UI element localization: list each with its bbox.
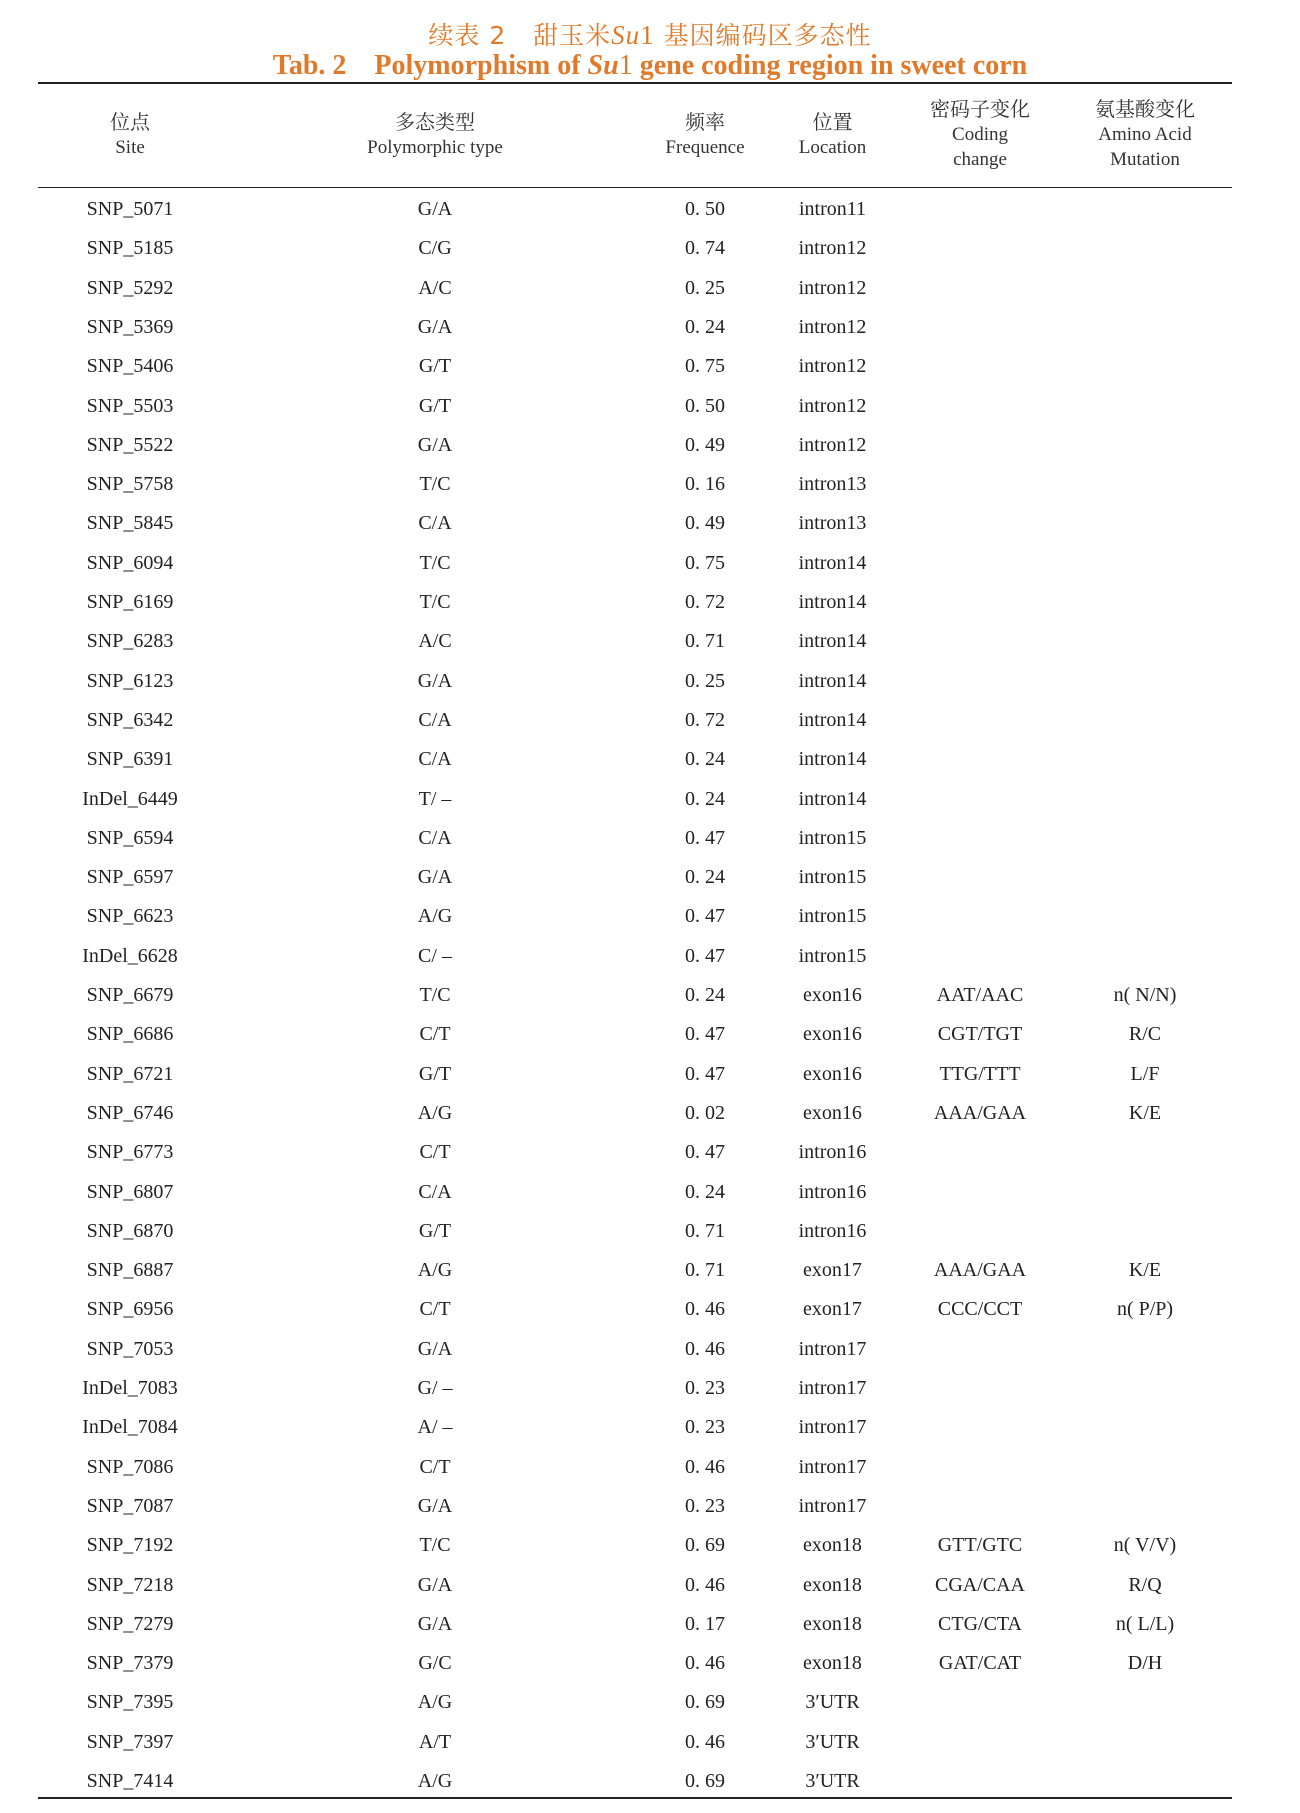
cell-frequence: 0. 46 [685,1455,725,1478]
cell-amino-acid-mutation [1065,229,1225,268]
cell-amino-acid-mutation [1065,1762,1225,1801]
table-row [0,308,1300,347]
table-row [0,583,1300,622]
table-row [0,229,1300,268]
cell-site: SNP_7087 [86,1494,174,1517]
cell-polymorphic-type: C/A [418,748,452,771]
cell-amino-acid-mutation [1065,504,1225,543]
cell-polymorphic-type: A/T [418,1730,452,1753]
table-row [0,662,1300,701]
cell-site: SNP_6597 [86,866,174,889]
cell-site: SNP_7053 [86,1337,174,1360]
cell-polymorphic-type: T/C [419,551,451,574]
table-row [0,1290,1300,1329]
cell-amino-acid-mutation [1065,1683,1225,1722]
cell-frequence: 0. 23 [685,1416,725,1439]
cell-location: intron14 [798,748,867,771]
cell-frequence: 0. 24 [685,866,725,889]
cell-location: 3′UTR [805,1770,860,1792]
cell-polymorphic-type: C/T [419,1298,451,1321]
table-row [0,1369,1300,1408]
table-row [0,1015,1300,1054]
cell-location: intron14 [798,591,867,613]
cell-polymorphic-type: C/A [418,512,452,535]
cell-polymorphic-type: T/C [419,591,451,613]
cell-amino-acid-mutation [1065,544,1225,583]
table-row [0,819,1300,858]
cell-frequence: 0. 71 [685,630,725,653]
cell-site: SNP_6721 [86,1062,174,1085]
cell-amino-acid-mutation [1065,583,1225,622]
table-row [0,1762,1300,1801]
cell-coding-change [905,740,1055,779]
cell-frequence: 0. 47 [685,905,725,928]
cell-coding-change [905,1212,1055,1251]
cell-site: InDel_6628 [82,944,178,967]
table-row [0,701,1300,740]
cell-site: SNP_7414 [86,1770,174,1792]
cell-site: SNP_5503 [86,394,174,417]
cell-site: SNP_5369 [86,315,174,338]
cell-polymorphic-type: G/A [417,669,453,692]
cell-polymorphic-type: C/A [418,826,452,849]
cell-coding-change [905,780,1055,819]
cell-coding-change [905,1683,1055,1722]
cell-coding-change [905,583,1055,622]
cell-frequence: 0. 47 [685,1141,725,1164]
table-row [0,1683,1300,1722]
cell-coding-change [905,1369,1055,1408]
cell-site: SNP_7086 [86,1455,174,1478]
cell-frequence: 0. 17 [685,1612,725,1635]
cell-site: SNP_5071 [86,198,174,220]
cell-coding-change [905,426,1055,465]
cell-location: intron16 [798,1180,867,1203]
cell-location: exon17 [803,1259,862,1282]
cell-polymorphic-type: C/ – [418,944,452,967]
cell-polymorphic-type: G/A [417,315,453,338]
header-frequence: 频率 Frequence [665,109,745,158]
cell-location: intron12 [798,433,867,456]
cell-coding-change [905,819,1055,858]
table-row [0,1605,1300,1644]
cell-amino-acid-mutation: n( N/N) [1113,984,1177,1006]
cell-amino-acid-mutation [1065,1330,1225,1369]
cell-polymorphic-type: A/ – [417,1416,453,1439]
cell-frequence: 0. 47 [685,944,725,967]
cell-frequence: 0. 74 [685,237,725,260]
cell-amino-acid-mutation: L/F [1130,1062,1160,1085]
cell-location: exon18 [803,1534,862,1557]
cell-polymorphic-type: C/T [419,1023,451,1046]
cell-site: SNP_6807 [86,1180,174,1203]
header-location: 位置 Location [798,109,867,158]
table-row [0,190,1300,229]
table-title-zh: 续表 2 甜玉米Su1 基因编码区多态性 [428,20,872,50]
cell-amino-acid-mutation: R/Q [1128,1573,1162,1596]
header-amino-acid-mutation: 氨基酸变化 Amino Acid Mutation [1095,97,1195,170]
cell-coding-change: GTT/GTC [937,1534,1023,1557]
cell-amino-acid-mutation [1065,1408,1225,1447]
cell-site: SNP_7379 [86,1652,174,1675]
cell-location: intron14 [798,630,867,653]
cell-coding-change [905,504,1055,543]
table-row [0,1448,1300,1487]
cell-coding-change [905,465,1055,504]
cell-site: SNP_7218 [86,1573,174,1596]
table-row [0,622,1300,661]
cell-site: SNP_5758 [86,473,174,496]
cell-site: SNP_5406 [86,355,174,378]
cell-amino-acid-mutation: R/C [1128,1023,1162,1046]
cell-frequence: 0. 50 [685,198,725,220]
cell-frequence: 0. 47 [685,1062,725,1085]
cell-frequence: 0. 46 [685,1573,725,1596]
table-row [0,504,1300,543]
cell-location: intron17 [798,1455,867,1478]
cell-coding-change [905,1762,1055,1801]
cell-frequence: 0. 24 [685,1180,725,1203]
cell-site: SNP_6773 [86,1141,174,1164]
cell-location: intron14 [798,551,867,574]
cell-site: SNP_6342 [86,708,174,731]
cell-site: SNP_6887 [86,1259,174,1282]
cell-location: intron14 [798,787,867,810]
cell-polymorphic-type: A/G [417,1770,453,1792]
cell-polymorphic-type: A/G [417,1691,453,1714]
cell-site: SNP_7192 [86,1534,174,1557]
cell-polymorphic-type: C/T [419,1141,451,1164]
cell-location: exon17 [803,1298,862,1321]
cell-amino-acid-mutation [1065,190,1225,229]
cell-coding-change [905,308,1055,347]
cell-polymorphic-type: T/C [419,984,451,1006]
cell-amino-acid-mutation [1065,347,1225,386]
cell-coding-change [905,544,1055,583]
cell-frequence: 0. 69 [685,1534,725,1557]
cell-polymorphic-type: G/ – [417,1377,453,1399]
cell-site: SNP_5185 [86,237,174,260]
cell-amino-acid-mutation [1065,1723,1225,1762]
table-row [0,1094,1300,1133]
cell-location: exon18 [803,1612,862,1635]
cell-frequence: 0. 47 [685,1023,725,1046]
cell-amino-acid-mutation [1065,897,1225,936]
cell-coding-change [905,1448,1055,1487]
cell-location: intron11 [798,198,867,220]
cell-polymorphic-type: A/C [418,276,452,299]
cell-polymorphic-type: G/T [418,1062,452,1085]
cell-location: 3′UTR [805,1730,860,1753]
cell-frequence: 0. 02 [685,1101,725,1124]
table-row [0,544,1300,583]
table-row [0,1173,1300,1212]
cell-location: intron12 [798,315,867,338]
cell-frequence: 0. 24 [685,748,725,771]
cell-site: SNP_6594 [86,826,174,849]
cell-polymorphic-type: G/A [417,1573,453,1596]
cell-polymorphic-type: G/T [418,355,452,378]
cell-amino-acid-mutation [1065,701,1225,740]
table-row [0,1408,1300,1447]
cell-coding-change [905,387,1055,426]
cell-site: SNP_6123 [86,669,174,692]
cell-coding-change: CCC/CCT [937,1298,1023,1321]
table-row [0,347,1300,386]
cell-location: intron17 [798,1337,867,1360]
cell-location: exon18 [803,1652,862,1675]
table-row [0,1487,1300,1526]
cell-frequence: 0. 71 [685,1219,725,1242]
cell-location: intron13 [798,512,867,535]
cell-location: intron16 [798,1219,867,1242]
cell-site: SNP_6169 [86,591,174,613]
cell-amino-acid-mutation [1065,858,1225,897]
cell-coding-change [905,269,1055,308]
cell-polymorphic-type: G/T [418,1219,452,1242]
cell-polymorphic-type: G/T [418,394,452,417]
table-row [0,1212,1300,1251]
cell-coding-change [905,1408,1055,1447]
cell-amino-acid-mutation [1065,308,1225,347]
cell-polymorphic-type: C/T [419,1455,451,1478]
cell-amino-acid-mutation [1065,426,1225,465]
cell-polymorphic-type: T/C [419,1534,451,1557]
cell-site: SNP_7397 [86,1730,174,1753]
table-header-rule [38,187,1232,188]
cell-coding-change [905,1173,1055,1212]
cell-location: intron15 [798,905,867,928]
cell-frequence: 0. 49 [685,512,725,535]
cell-frequence: 0. 47 [685,826,725,849]
table-row [0,1055,1300,1094]
cell-site: SNP_6746 [86,1101,174,1124]
cell-amino-acid-mutation [1065,1212,1225,1251]
header-polymorphic-type: 多态类型 Polymorphic type [367,109,503,158]
cell-frequence: 0. 75 [685,551,725,574]
cell-location: exon16 [803,984,862,1006]
cell-amino-acid-mutation: K/E [1128,1259,1162,1282]
cell-location: exon16 [803,1101,862,1124]
cell-amino-acid-mutation [1065,819,1225,858]
cell-location: intron12 [798,276,867,299]
cell-coding-change: CTG/CTA [938,1612,1022,1635]
cell-amino-acid-mutation: D/H [1127,1652,1163,1675]
cell-amino-acid-mutation [1065,1448,1225,1487]
table-row [0,976,1300,1015]
table-row [0,740,1300,779]
cell-frequence: 0. 25 [685,669,725,692]
table-row [0,1723,1300,1762]
cell-amino-acid-mutation [1065,465,1225,504]
cell-amino-acid-mutation [1065,269,1225,308]
cell-frequence: 0. 46 [685,1298,725,1321]
cell-amino-acid-mutation: K/E [1128,1101,1162,1124]
table-row [0,1330,1300,1369]
cell-polymorphic-type: C/G [418,237,452,260]
table-row [0,858,1300,897]
cell-frequence: 0. 23 [685,1377,725,1399]
cell-location: intron12 [798,355,867,378]
table-row [0,780,1300,819]
cell-coding-change: AAT/AAC [936,984,1024,1006]
cell-coding-change: AAA/GAA [933,1259,1027,1282]
cell-coding-change [905,1133,1055,1172]
table-row [0,897,1300,936]
cell-amino-acid-mutation [1065,662,1225,701]
cell-site: SNP_6391 [86,748,174,771]
cell-coding-change [905,897,1055,936]
cell-frequence: 0. 23 [685,1494,725,1517]
cell-site: SNP_5292 [86,276,174,299]
cell-frequence: 0. 46 [685,1652,725,1675]
cell-frequence: 0. 24 [685,787,725,810]
cell-polymorphic-type: T/ – [418,787,452,810]
cell-site: SNP_6956 [86,1298,174,1321]
cell-polymorphic-type: A/C [418,630,452,653]
table-row [0,1133,1300,1172]
cell-coding-change: CGT/TGT [937,1023,1023,1046]
cell-coding-change: GAT/CAT [938,1652,1022,1675]
cell-location: exon16 [803,1062,862,1085]
cell-coding-change [905,347,1055,386]
cell-frequence: 0. 49 [685,433,725,456]
cell-coding-change [905,1330,1055,1369]
cell-polymorphic-type: G/A [417,1337,453,1360]
cell-site: SNP_7279 [86,1612,174,1635]
table-row [0,1526,1300,1565]
cell-amino-acid-mutation [1065,1173,1225,1212]
cell-frequence: 0. 72 [685,591,725,613]
cell-coding-change [905,858,1055,897]
cell-coding-change: CGA/CAA [934,1573,1025,1596]
cell-coding-change [905,701,1055,740]
cell-coding-change [905,190,1055,229]
cell-coding-change [905,1723,1055,1762]
cell-polymorphic-type: A/G [417,1259,453,1282]
cell-amino-acid-mutation [1065,937,1225,976]
cell-frequence: 0. 46 [685,1337,725,1360]
cell-amino-acid-mutation: n( L/L) [1115,1612,1175,1635]
cell-location: 3′UTR [805,1691,860,1714]
cell-polymorphic-type: G/A [417,433,453,456]
cell-polymorphic-type: G/A [417,866,453,889]
cell-amino-acid-mutation [1065,740,1225,779]
table-row [0,269,1300,308]
cell-site: InDel_6449 [82,787,178,810]
cell-site: SNP_6870 [86,1219,174,1242]
cell-coding-change [905,1487,1055,1526]
table-row [0,465,1300,504]
cell-frequence: 0. 75 [685,355,725,378]
cell-location: intron17 [798,1494,867,1517]
cell-frequence: 0. 50 [685,394,725,417]
table-row [0,387,1300,426]
cell-site: InDel_7083 [82,1377,178,1399]
cell-location: intron14 [798,669,867,692]
cell-location: intron16 [798,1141,867,1164]
cell-amino-acid-mutation [1065,622,1225,661]
cell-location: intron12 [798,237,867,260]
cell-polymorphic-type: G/C [418,1652,452,1675]
cell-coding-change [905,622,1055,661]
table-row [0,937,1300,976]
cell-polymorphic-type: G/A [417,1494,453,1517]
cell-location: intron15 [798,866,867,889]
table-bottom-rule [38,1797,1232,1799]
cell-location: intron13 [798,473,867,496]
table-row [0,1566,1300,1605]
cell-amino-acid-mutation: n( P/P) [1116,1298,1174,1321]
table-title-en: Tab. 2 Polymorphism of Su1 gene coding region in sweet corn [272,50,1028,81]
cell-coding-change [905,662,1055,701]
cell-site: SNP_6679 [86,984,174,1006]
cell-site: SNP_5845 [86,512,174,535]
cell-polymorphic-type: G/A [417,198,453,220]
header-coding-change: 密码子变化 Coding change [930,97,1030,170]
cell-polymorphic-type: T/C [419,473,451,496]
header-site: 位点 Site [110,109,150,158]
cell-polymorphic-type: A/G [417,905,453,928]
cell-location: intron15 [798,944,867,967]
cell-amino-acid-mutation [1065,387,1225,426]
cell-coding-change [905,229,1055,268]
cell-frequence: 0. 69 [685,1770,725,1792]
cell-polymorphic-type: C/A [418,708,452,731]
cell-site: SNP_7395 [86,1691,174,1714]
cell-site: SNP_6094 [86,551,174,574]
cell-amino-acid-mutation [1065,1133,1225,1172]
cell-frequence: 0. 16 [685,473,725,496]
cell-location: intron17 [798,1416,867,1439]
cell-polymorphic-type: A/G [417,1101,453,1124]
cell-location: intron15 [798,826,867,849]
cell-location: exon18 [803,1573,862,1596]
table-row [0,1251,1300,1290]
table-row [0,426,1300,465]
cell-frequence: 0. 24 [685,315,725,338]
cell-site: SNP_5522 [86,433,174,456]
cell-location: intron12 [798,394,867,417]
cell-coding-change: TTG/TTT [939,1062,1021,1085]
table-row [0,1644,1300,1683]
cell-frequence: 0. 72 [685,708,725,731]
cell-polymorphic-type: G/A [417,1612,453,1635]
cell-frequence: 0. 46 [685,1730,725,1753]
cell-frequence: 0. 24 [685,984,725,1006]
cell-site: InDel_7084 [82,1416,178,1439]
cell-site: SNP_6623 [86,905,174,928]
cell-amino-acid-mutation [1065,1369,1225,1408]
cell-site: SNP_6686 [86,1023,174,1046]
cell-polymorphic-type: C/A [418,1180,452,1203]
cell-site: SNP_6283 [86,630,174,653]
cell-location: intron17 [798,1377,867,1399]
cell-coding-change: AAA/GAA [933,1101,1027,1124]
cell-location: exon16 [803,1023,862,1046]
cell-frequence: 0. 71 [685,1259,725,1282]
cell-amino-acid-mutation [1065,1487,1225,1526]
cell-location: intron14 [798,708,867,731]
cell-coding-change [905,937,1055,976]
cell-frequence: 0. 69 [685,1691,725,1714]
cell-frequence: 0. 25 [685,276,725,299]
cell-amino-acid-mutation: n( V/V) [1113,1534,1177,1557]
cell-amino-acid-mutation [1065,780,1225,819]
